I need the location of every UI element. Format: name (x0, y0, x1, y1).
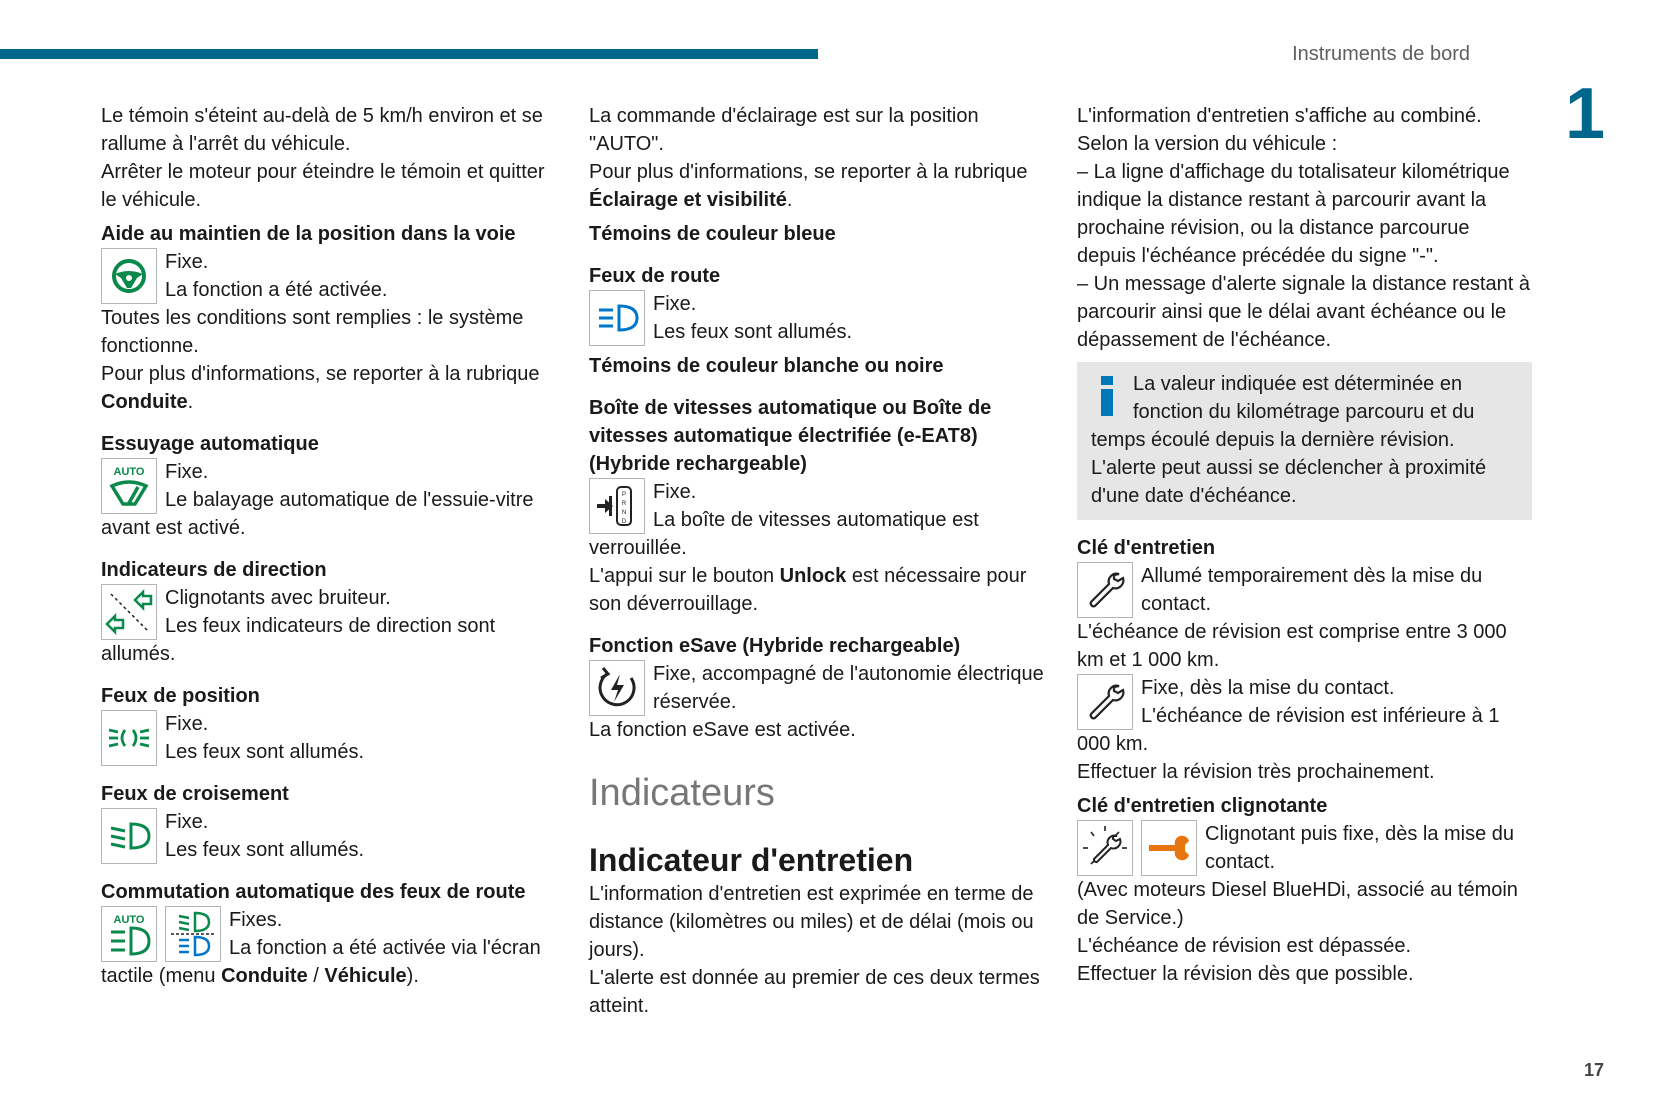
icon-line: Clignotants avec bruiteur. (165, 587, 391, 609)
paragraph: La fonction eSave est activée. (589, 719, 856, 741)
high-beam-block (589, 290, 1044, 346)
paragraph: L'échéance de révision est comprise entre 3 000 km et 1 000 km. (1077, 621, 1507, 671)
link-conduite: Conduite (101, 391, 188, 413)
link-eclairage: Éclairage et visibilité (589, 189, 787, 211)
icon-line: Fixe, accompagné de l'autonomie électrique réservée. (653, 663, 1044, 713)
heading-dipped-beam: Feux de croisement (101, 783, 289, 805)
paragraph (589, 158, 1044, 214)
icon-line: Fixe. (165, 713, 209, 735)
gear-letter-d: D (621, 519, 627, 525)
icon-line: La boîte de vitesses automatique est verrouillée. (589, 509, 979, 559)
icon-line: La fonction a été activée. (165, 279, 388, 301)
heading-white-lights: Témoins de couleur blanche ou noire (589, 355, 944, 377)
paragraph: Arrêter le moteur pour éteindre le témoin et quitter le véhicule. (101, 161, 545, 211)
lane-keeping-block (101, 248, 556, 304)
gearbox-block (589, 478, 1044, 562)
auto-high-beam-icon (101, 906, 157, 962)
paragraph: L'alerte est donnée au premier de ces deux termes atteint. (589, 967, 1040, 1017)
text: / (307, 965, 325, 987)
gear-letter-n: N (621, 510, 627, 516)
icon-line: Allumé temporairement dès la mise du contact. (1141, 565, 1483, 615)
paragraph: L'information d'entretien est exprimée en terme de distance (kilomètres ou miles) et de délai (mois ou jours). (589, 883, 1034, 961)
icon-line: Les feux sont allumés. (165, 839, 364, 861)
gear-lock-icon (589, 478, 645, 534)
position-lights-block (101, 710, 556, 766)
heading-maintenance-key: Clé d'entretien (1077, 537, 1216, 559)
steering-wheel-icon (101, 248, 157, 304)
icon-line: Fixe. (653, 481, 697, 503)
maintenance-key-block-2 (1077, 674, 1532, 758)
heading-maintenance-key-blinking: Clé d'entretien clignotante (1077, 795, 1328, 817)
icon-label-auto: AUTO (113, 466, 145, 478)
column-3 (1077, 102, 1532, 988)
text: La fonction a été activée via l'écran tactile (menu (101, 937, 541, 987)
high-beam-icon (589, 290, 645, 346)
list-item: – La ligne d'affichage du totalisateur kilométrique indique la distance restant à parcourir avant la prochaine révision, ou la distance parcourue depuis l'échéance précédée du signe "-". (1077, 161, 1510, 267)
icon-line: L'échéance de révision est inférieure à 1 000 km. (1077, 705, 1500, 755)
chapter-number: 1 (1565, 74, 1606, 154)
column-1 (101, 102, 556, 990)
paragraph: Le témoin s'éteint au-delà de 5 km/h environ et se rallume à l'arrêt du véhicule. (101, 105, 543, 155)
paragraph: L'échéance de révision est dépassée. (1077, 935, 1412, 957)
gear-letter-r: R (621, 501, 627, 507)
turn-signal-icon (101, 584, 157, 640)
icon-line: Les feux indicateurs de direction sont allumés. (101, 615, 496, 665)
heading-position-lights: Feux de position (101, 685, 260, 707)
info-text: L'alerte peut aussi se déclencher à proximité d'une date d'échéance. (1091, 457, 1487, 507)
icon-line: Le balayage automatique de l'essuie-vitre avant est activé. (101, 489, 534, 539)
dipped-beam-block (101, 808, 556, 864)
wrench-blinking-icon (1077, 820, 1133, 876)
wrench-icon (1077, 562, 1133, 618)
text: Pour plus d'informations, se reporter à la rubrique (589, 161, 1028, 183)
icon-line: Clignotant puis fixe, dès la mise du contact. (1205, 823, 1515, 873)
icon-line: Fixe. (653, 293, 697, 315)
heading-high-beam: Feux de route (589, 265, 721, 287)
icon-line: Fixe. (165, 461, 209, 483)
paragraph: Effectuer la révision dès que possible. (1077, 963, 1414, 985)
info-text: La valeur indiquée est déterminée en fonction du kilométrage parcouru et du temps écoulé depuis la dernière révision. (1091, 373, 1475, 451)
subsection-title: Indicateur d'entretien (589, 842, 914, 878)
wrench-orange-icon (1141, 820, 1197, 876)
high-beam-dual-icon (165, 906, 221, 962)
text: Pour plus d'informations, se reporter à la rubrique (101, 363, 540, 385)
paragraph (589, 562, 1044, 618)
link-vehicule: Véhicule (324, 965, 407, 987)
link-conduite: Conduite (221, 965, 308, 987)
icon-line: Fixe. (165, 811, 209, 833)
icon-line: Fixe. (165, 251, 209, 273)
wrench-icon (1077, 674, 1133, 730)
page-number: 17 (1584, 1060, 1605, 1080)
heading-auto-wiper: Essuyage automatique (101, 433, 319, 455)
section-title: Indicateurs (589, 772, 775, 814)
paragraph: La commande d'éclairage est sur la position "AUTO". (589, 105, 979, 155)
dipped-beam-icon (101, 808, 157, 864)
paragraph: L'information d'entretien s'affiche au combiné. (1077, 105, 1482, 127)
esave-block (589, 660, 1044, 716)
info-box (1077, 362, 1532, 520)
header-accent-bar (0, 49, 818, 59)
auto-wiper-icon (101, 458, 157, 514)
text: ). (406, 965, 419, 987)
heading-auto-high-beam: Commutation automatique des feux de route (101, 881, 526, 903)
heading-lane-keeping: Aide au maintien de la position dans la voie (101, 223, 516, 245)
header-title: Instruments de bord (1292, 43, 1470, 65)
text: . (187, 391, 194, 413)
heading-blue-lights: Témoins de couleur bleue (589, 223, 836, 245)
maintenance-key-blink-block (1077, 820, 1532, 876)
unlock-label: Unlock (779, 565, 847, 587)
position-lights-icon (101, 710, 157, 766)
info-icon (1091, 370, 1121, 418)
paragraph: Effectuer la révision très prochainement. (1077, 761, 1435, 783)
heading-direction-indicators: Indicateurs de direction (101, 559, 327, 581)
icon-line: Les feux sont allumés. (165, 741, 364, 763)
auto-wiper-block (101, 458, 556, 542)
paragraph: Selon la version du véhicule : (1077, 133, 1338, 155)
icon-label-auto: AUTO (113, 914, 145, 926)
heading-esave: Fonction eSave (Hybride rechargeable) (589, 635, 961, 657)
maintenance-key-block-1 (1077, 562, 1532, 618)
direction-block (101, 584, 556, 668)
text: . (786, 189, 793, 211)
paragraph: (Avec moteurs Diesel BlueHDi, associé au témoin de Service.) (1077, 879, 1518, 929)
text: est nécessaire pour son déverrouillage. (589, 565, 1027, 615)
icon-line: Fixe, dès la mise du contact. (1141, 677, 1395, 699)
icon-line: Les feux sont allumés. (653, 321, 852, 343)
auto-high-beam-block (101, 906, 556, 990)
paragraph (101, 360, 556, 416)
column-2 (589, 102, 1044, 1020)
icon-line: Fixes. (229, 909, 283, 931)
paragraph: Toutes les conditions sont remplies : le système fonctionne. (101, 307, 524, 357)
list-item: – Un message d'alerte signale la distance restant à parcourir ainsi que le délai avant échéance ou le dépassement de l'échéance. (1077, 273, 1530, 351)
esave-icon (589, 660, 645, 716)
heading-gearbox: Boîte de vitesses automatique ou Boîte de vitesses automatique électrifiée (e-EAT8) (Hybride rechargeable) (589, 397, 992, 475)
gear-letter-p: P (621, 492, 627, 498)
text: L'appui sur le bouton (589, 565, 780, 587)
